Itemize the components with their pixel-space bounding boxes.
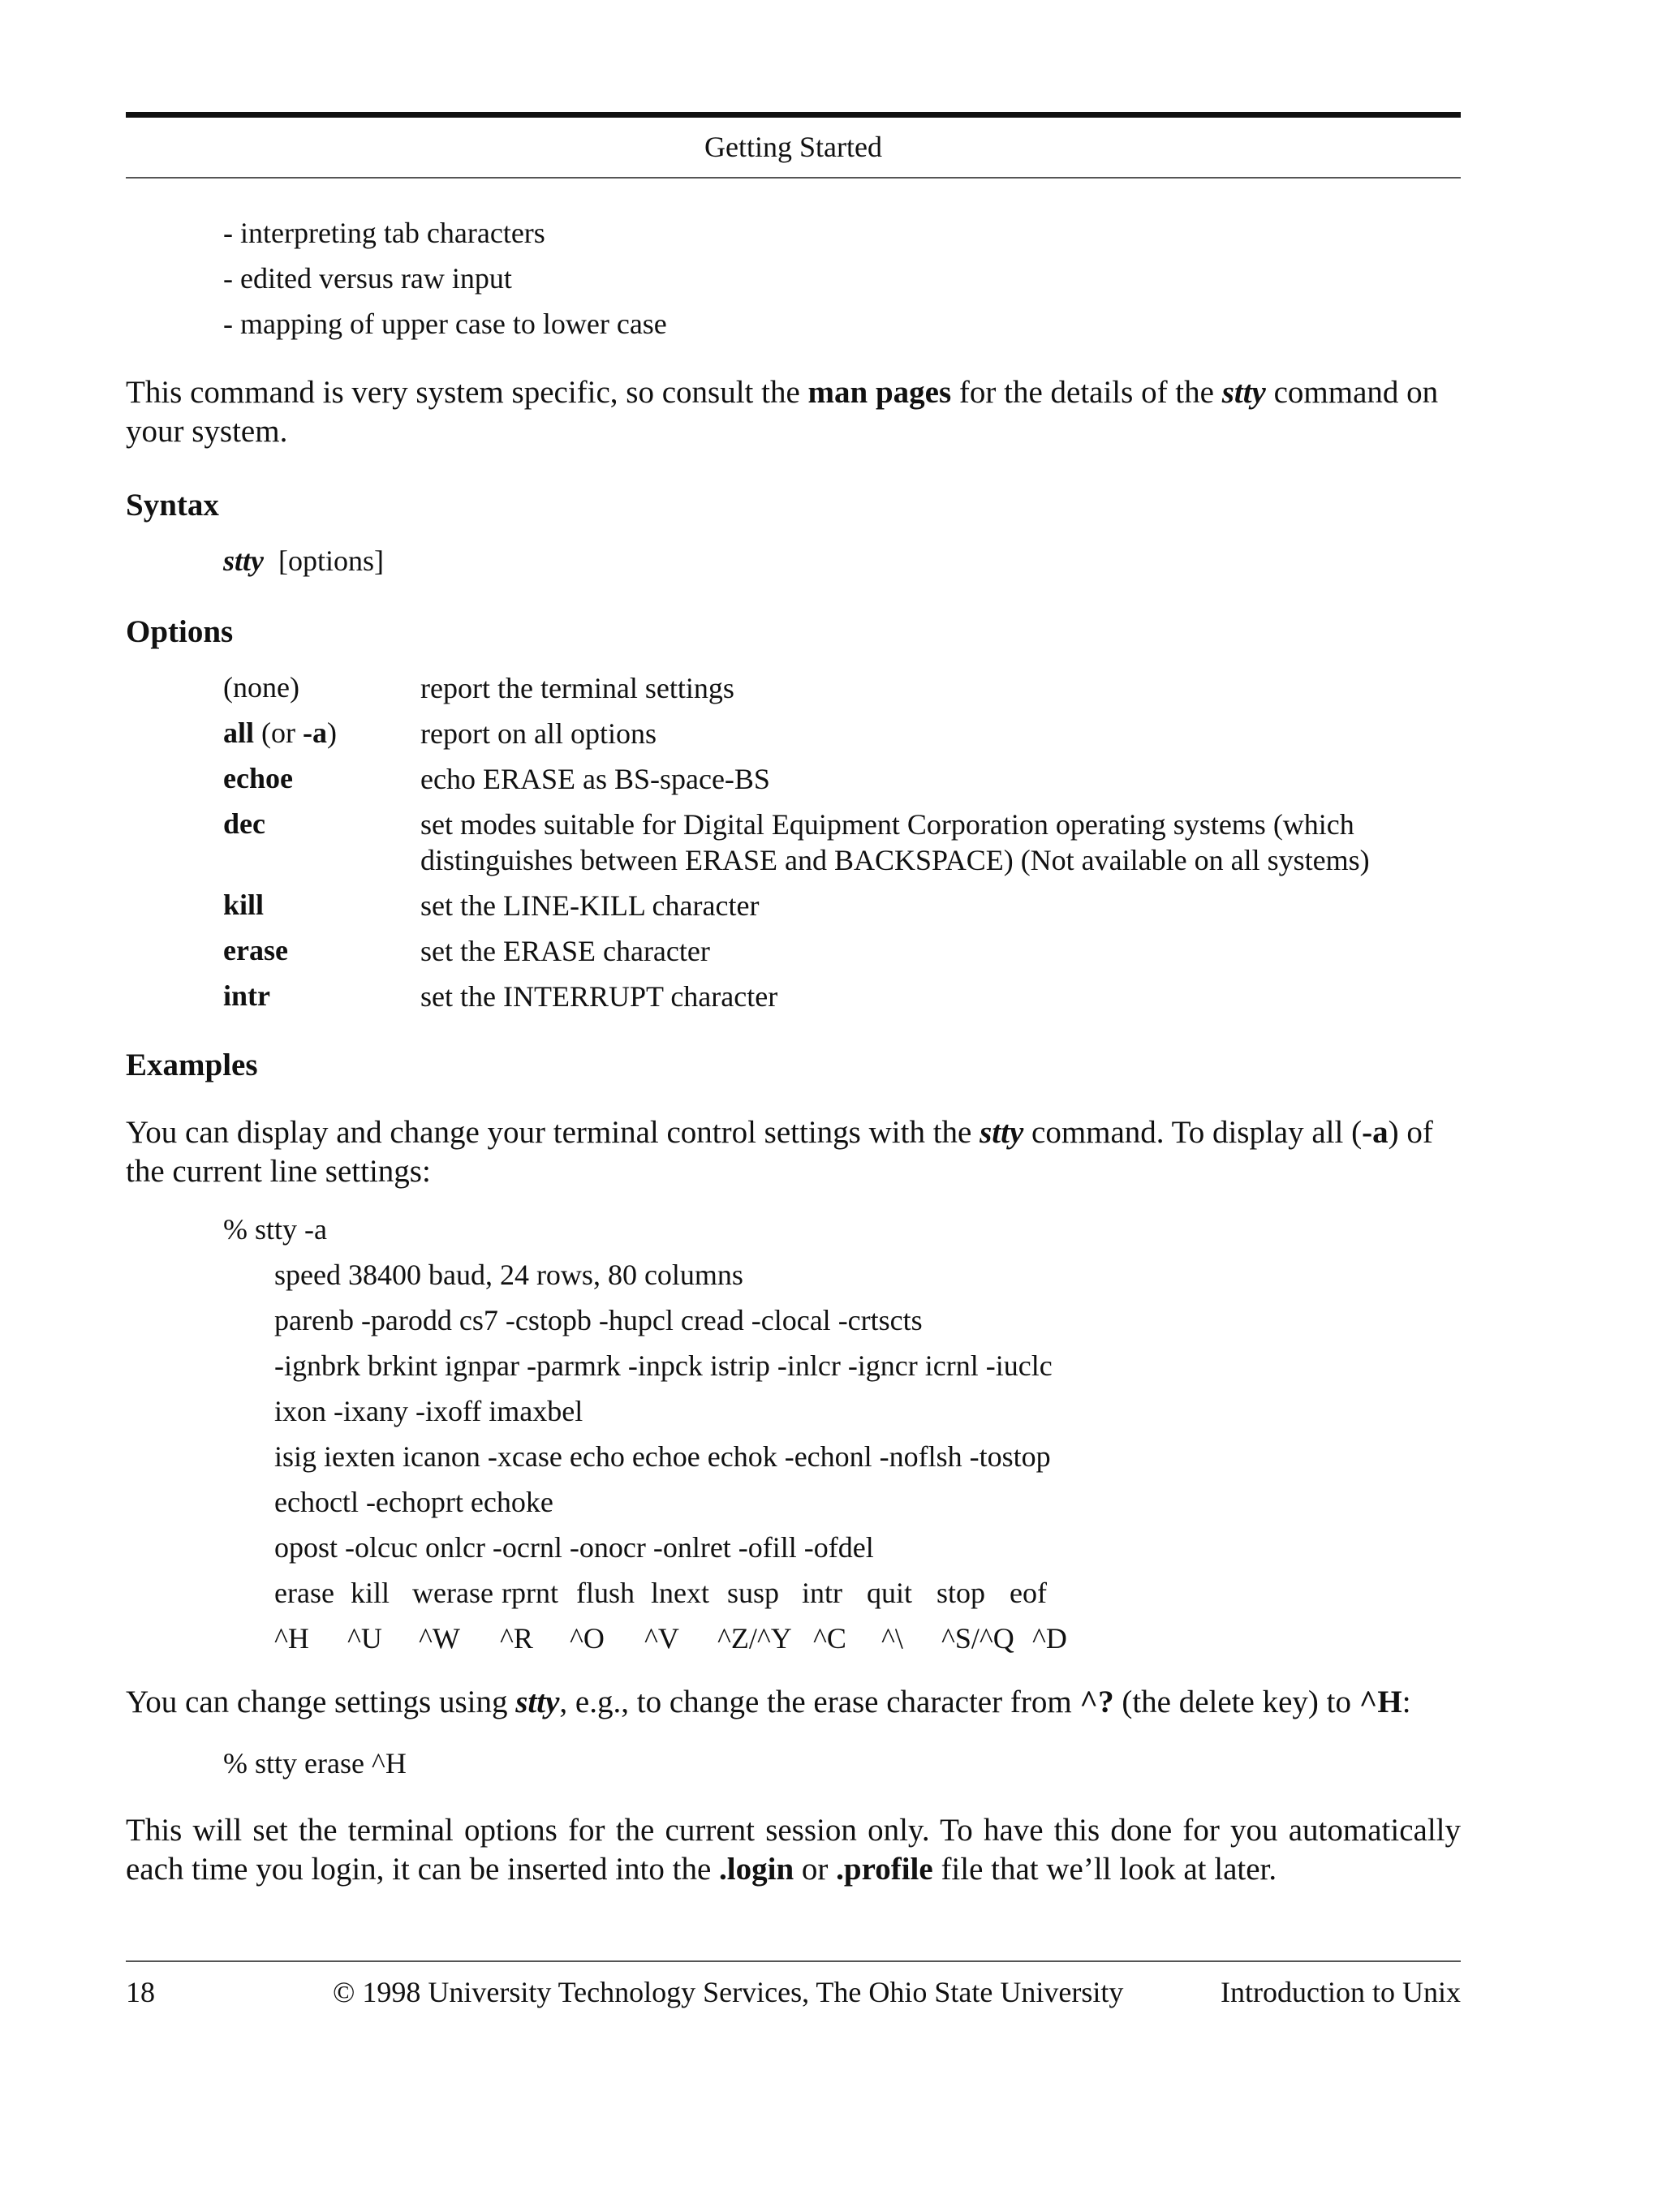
header-top-rule xyxy=(126,112,1461,118)
control-value: ^H xyxy=(274,1622,309,1655)
option-desc: echo ERASE as BS-space-BS xyxy=(420,763,770,795)
option-term: all (or -a) xyxy=(223,717,337,749)
control-key: flush xyxy=(576,1577,635,1609)
options-heading: Options xyxy=(126,614,234,649)
option-term: erase xyxy=(223,934,288,966)
control-key: quit xyxy=(867,1577,913,1609)
examples-heading: Examples xyxy=(126,1048,258,1082)
control-key: kill xyxy=(351,1577,390,1609)
output-line: echoctl -echoprt echoke xyxy=(274,1486,553,1518)
output-line: opost -olcuc onlcr -ocrnl -onocr -onlret -ofill -ofdel xyxy=(274,1531,874,1564)
option-term: echoe xyxy=(223,762,293,794)
option-term: dec xyxy=(223,807,265,840)
syntax-line: stty [options] xyxy=(223,544,384,577)
command-line: % stty -a xyxy=(223,1213,327,1246)
command-line: % stty erase ^H xyxy=(223,1747,407,1779)
footer-book-title: Introduction to Unix xyxy=(1221,1976,1461,2008)
control-value: ^R xyxy=(500,1622,533,1655)
control-key: stop xyxy=(936,1577,986,1609)
control-value: ^V xyxy=(644,1622,679,1655)
control-value: ^W xyxy=(419,1622,460,1655)
option-desc: set modes suitable for Digital Equipment Corporation operating systems (which distinguishes between ERASE and BACKSPACE) (Not available on all systems) xyxy=(420,808,1370,876)
intro-paragraph: This command is very system specific, so consult the man pages for the details of the stty command on your system. xyxy=(126,375,1439,449)
option-term: kill xyxy=(223,889,265,921)
header-bottom-rule xyxy=(126,177,1461,179)
session-note-paragraph: This will set the terminal options for the current session only. To have this done for you automatically each time you login, it can be inserted into the .login or .profile file that we’ll look at later. xyxy=(126,1813,1461,1887)
running-header: Getting Started xyxy=(704,131,882,163)
examples-paragraph: You can display and change your terminal control settings with the stty command. To display all (-a) of the current line settings: xyxy=(126,1115,1433,1189)
option-desc: report on all options xyxy=(420,717,657,750)
footer-rule xyxy=(126,1960,1461,1962)
option-desc: set the INTERRUPT character xyxy=(420,980,778,1013)
output-line: isig iexten icanon -xcase echo echoe echok -echonl -noflsh -tostop xyxy=(274,1440,1051,1473)
bullet-item: - edited versus raw input xyxy=(223,262,512,295)
control-key: intr xyxy=(802,1577,842,1609)
control-value: ^C xyxy=(813,1622,846,1655)
page-number: 18 xyxy=(126,1976,155,2008)
output-line: ixon -ixany -ixoff imaxbel xyxy=(274,1395,583,1427)
syntax-heading: Syntax xyxy=(126,488,219,523)
control-key: rprnt xyxy=(502,1577,558,1609)
control-value: ^S/^Q xyxy=(941,1622,1014,1655)
option-desc: report the terminal settings xyxy=(420,672,734,704)
control-key: susp xyxy=(727,1577,780,1609)
control-value: ^O xyxy=(570,1622,605,1655)
option-desc: set the LINE-KILL character xyxy=(420,889,760,922)
control-keys-row xyxy=(274,1576,1167,1612)
control-key: erase xyxy=(274,1577,334,1609)
bullet-item: - mapping of upper case to lower case xyxy=(223,308,667,340)
change-settings-paragraph: You can change settings using stty, e.g., to change the erase character from ^? (the delete key) to ^H: xyxy=(126,1685,1411,1719)
output-line: -ignbrk brkint ignpar -parmrk -inpck istrip -inlcr -igncr icrnl -iuclc xyxy=(274,1349,1053,1382)
control-value: ^Z/^Y xyxy=(717,1622,792,1655)
control-value: ^U xyxy=(347,1622,382,1655)
option-term: (none) xyxy=(223,671,299,704)
footer-copyright: © 1998 University Technology Services, The Ohio State University xyxy=(333,1976,1124,2008)
control-key: lnext xyxy=(651,1577,709,1609)
control-value: ^D xyxy=(1032,1622,1067,1655)
output-line: parenb -parodd cs7 -cstopb -hupcl cread -clocal -crtscts xyxy=(274,1304,923,1336)
bullet-item: - interpreting tab characters xyxy=(223,217,545,249)
option-desc: set the ERASE character xyxy=(420,935,710,967)
control-values-row xyxy=(274,1621,1167,1657)
control-key: eof xyxy=(1010,1577,1047,1609)
output-line: speed 38400 baud, 24 rows, 80 columns xyxy=(274,1259,743,1291)
control-key: werase xyxy=(412,1577,493,1609)
control-value: ^\ xyxy=(881,1622,903,1655)
option-term: intr xyxy=(223,979,270,1012)
